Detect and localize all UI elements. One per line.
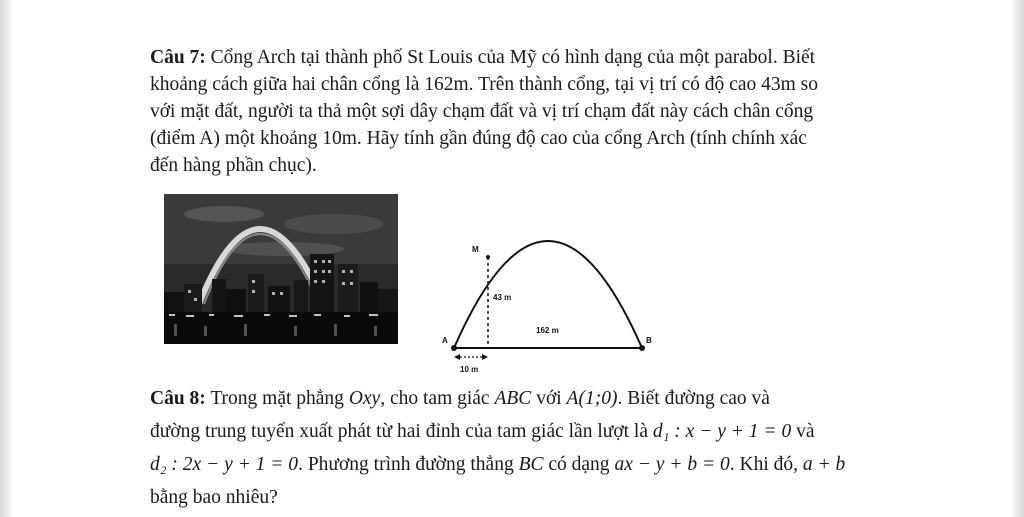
q7-line-5: đến hàng phần chục).	[150, 155, 317, 176]
q8-text-3b: có dạng	[543, 454, 615, 475]
page-edge-left	[0, 0, 14, 517]
q7-line-2: khoảng cách giữa hai chân cổng là 162m. Trên thành cổng, tại vị trí có độ cao 43m so	[150, 74, 818, 95]
parabola-diagram	[420, 190, 670, 380]
q8-text-1a: Trong mặt phẳng	[205, 388, 349, 409]
arch-photo-illustration	[164, 194, 398, 344]
label-b: B	[646, 336, 652, 345]
page-edge-right	[1010, 0, 1024, 517]
label-offset: 10 m	[460, 365, 479, 374]
label-width: 162 m	[536, 326, 559, 335]
q8-d2: d₂ : 2x − y + 1 = 0	[150, 454, 299, 475]
q8-text-2b: và	[791, 421, 815, 442]
label-height: 43 m	[493, 293, 512, 302]
q8-abc: ABC	[494, 388, 532, 409]
point-b	[639, 345, 645, 351]
q8-text-3a: . Phương trình đường thẳng	[298, 454, 519, 475]
q7-figures	[152, 190, 672, 380]
q8-text-1b: , cho tam giác	[380, 388, 495, 409]
q8-point-a: A(1;0)	[566, 388, 618, 409]
q8-text-2a: đường trung tuyến xuất phát từ hai đỉnh của tam giác lần lượt là	[150, 421, 653, 442]
arch-photo	[164, 194, 398, 344]
point-a	[451, 345, 457, 351]
parabola-diagram-svg	[420, 190, 670, 380]
q8-text-3c: . Khi đó,	[729, 454, 803, 475]
q8-line-2	[150, 415, 920, 448]
q8-bc: BC	[518, 454, 544, 475]
q7-line-1	[150, 44, 910, 71]
q7-line-4: (điểm A) một khoảng 10m. Hãy tính gần đúng độ cao của cổng Arch (tính chính xác	[150, 128, 807, 149]
label-a: A	[442, 336, 448, 345]
q8-line-1	[150, 382, 920, 415]
q8-line-3	[150, 448, 920, 481]
question-7-text	[150, 44, 910, 179]
q8-oxy: Oxy	[348, 388, 381, 409]
q8-text-1c: với	[531, 388, 567, 409]
point-m	[486, 255, 490, 259]
q8-label: Câu 8:	[150, 388, 206, 409]
q8-sum: a + b	[802, 454, 846, 475]
label-m: M	[472, 245, 479, 254]
offset-arrow-head-left	[454, 354, 460, 360]
q8-line-4: bằng bao nhiêu?	[150, 487, 278, 508]
offset-arrow-head-right	[482, 354, 488, 360]
q8-d1: d₁ : x − y + 1 = 0	[652, 421, 792, 442]
q7-text-1: Cổng Arch tại thành phố St Louis của Mỹ có hình dạng của một parabol. Biết	[205, 47, 816, 68]
q7-line-3: với mặt đất, người ta thả một sợi dây chạm đất và vị trí chạm đất này cách chân cổng	[150, 101, 814, 122]
question-8-text	[150, 382, 920, 514]
q7-label: Câu 7:	[150, 47, 206, 68]
q8-text-1d: . Biết đường cao và	[617, 388, 770, 409]
q8-equation: ax − y + b = 0	[614, 454, 730, 475]
